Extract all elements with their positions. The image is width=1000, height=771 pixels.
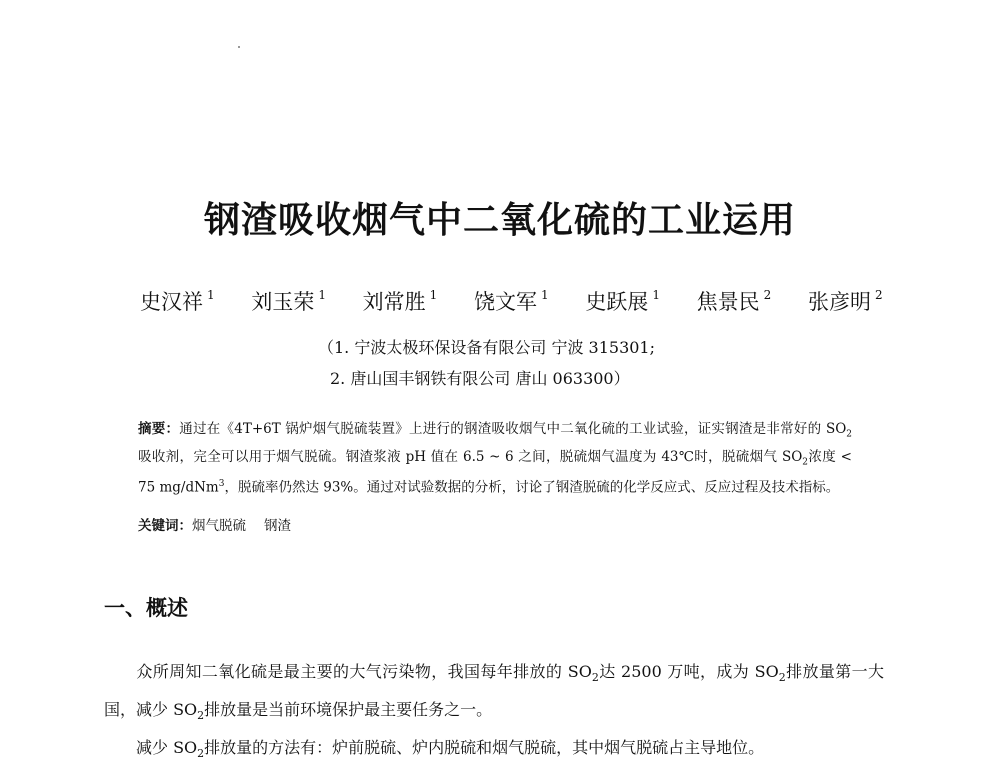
author-affil-mark: 1 <box>652 288 660 302</box>
abstract-text: ，脱硫率仍然达 93%。通过对试验数据的分析，讨论了钢渣脱硫的化学反应式、反应过程及技术指标。 <box>224 479 840 496</box>
text-run: 众所周知二氧化硫是最主要的大气污染物，我国每年排放的 SO <box>136 662 592 681</box>
affiliation-1: （1. 宁波太极环保设备有限公司 宁波 315301; <box>318 338 655 357</box>
keywords <box>138 514 309 534</box>
author <box>697 286 772 316</box>
author-name: 史跃展 <box>585 290 649 314</box>
author-list <box>140 286 883 316</box>
scan-speck <box>238 46 240 48</box>
subscript: 2 <box>197 747 205 761</box>
author-affil-mark: 1 <box>318 288 326 302</box>
abstract-text: 通过在《4T+6T 锅炉烟气脱硫装置》上进行的钢渣吸收烟气中二氧化硫的工业试验，证实钢渣是非常好的 SO <box>179 421 847 437</box>
text-run: 达 2500 万吨，成为 SO <box>598 662 779 681</box>
section-heading: 一、概述 <box>104 596 188 620</box>
keyword: 钢渣 <box>264 518 291 534</box>
author-name: 史汉祥 <box>140 290 203 314</box>
author-name: 饶文军 <box>473 290 537 314</box>
author-affil-mark: 1 <box>429 288 438 302</box>
body-text <box>104 656 884 771</box>
abstract-label: 摘要： <box>138 421 180 437</box>
paper-title: 钢渣吸收烟气中二氧化硫的工业运用 <box>203 200 796 241</box>
author <box>363 286 438 316</box>
text-run: 排放量的方法有：炉前脱硫、炉内脱硫和烟气脱硫，其中烟气脱硫占主导地位。 <box>204 738 765 758</box>
author-affil-mark: 1 <box>207 288 215 302</box>
text-run: 排放量第一大国，减少 SO <box>104 662 884 720</box>
abstract <box>138 418 852 499</box>
abstract-text: 浓度 < 75 mg/dNm <box>138 448 852 496</box>
affiliation-2: 2. 唐山国丰钢铁有限公司 唐山 063300） <box>330 369 630 388</box>
author-name: 刘常胜 <box>362 290 426 314</box>
subscript: 2 <box>778 671 786 685</box>
author <box>474 286 549 316</box>
author-name: 焦景民 <box>696 290 760 314</box>
subscript: 2 <box>802 457 809 468</box>
author <box>251 286 326 316</box>
paragraph <box>104 656 884 732</box>
author-name: 张彦明 <box>807 290 871 314</box>
superscript: 3 <box>218 479 225 490</box>
subscript: 2 <box>591 671 599 685</box>
author-affil-mark: 1 <box>540 288 549 302</box>
subscript: 2 <box>846 429 852 440</box>
text-run: 排放量是当前环境保护最主要任务之一。 <box>204 700 493 720</box>
subscript: 2 <box>197 709 205 723</box>
abstract-text: 吸收剂，完全可以用于烟气脱硫。钢渣浆液 pH 值在 6.5 ~ 6 之间，脱硫烟气温度为 43℃时，脱硫烟气 SO <box>138 448 803 465</box>
author <box>808 286 883 316</box>
author-affil-mark: 2 <box>874 288 883 302</box>
author <box>585 286 660 316</box>
author <box>140 286 215 316</box>
author-name: 刘玉荣 <box>251 290 315 314</box>
author-affil-mark: 2 <box>763 288 772 302</box>
keyword: 烟气脱硫 <box>192 518 246 534</box>
keywords-label: 关键词： <box>138 518 192 534</box>
paragraph <box>104 732 884 770</box>
text-run: 减少 SO <box>136 738 198 758</box>
